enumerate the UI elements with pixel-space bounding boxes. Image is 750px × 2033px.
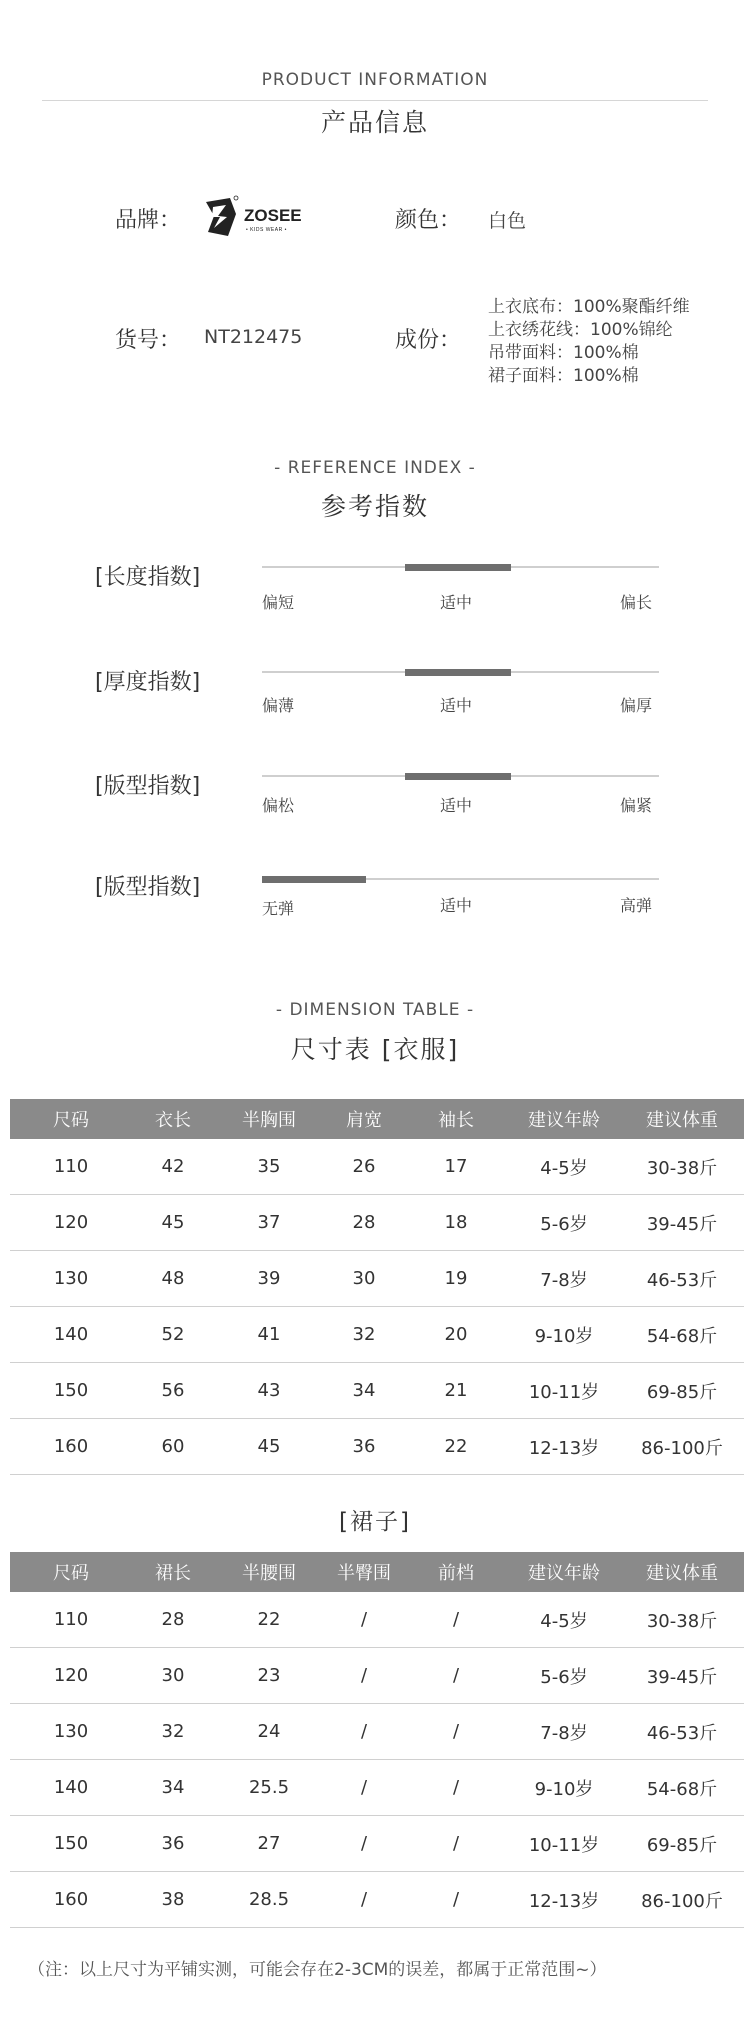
thickness-index-label: [厚度指数] <box>95 670 201 695</box>
brand-label: 品牌： <box>115 208 182 233</box>
table-cell: 28 <box>132 1592 214 1648</box>
zosee-logo-icon <box>200 192 315 242</box>
color-label: 颜色： <box>395 208 462 233</box>
composition-line: 裙子面料：100%棉 <box>488 366 639 386</box>
sku-label: 货号： <box>115 328 182 353</box>
fit-index-left: 偏松 <box>262 796 295 815</box>
composition-line: 上衣绣花线：100%锦纶 <box>488 320 673 340</box>
table-cell: 140 <box>10 1307 132 1363</box>
reference-en-title: - REFERENCE INDEX - <box>274 458 476 478</box>
table-cell: 46-53斤 <box>620 1704 744 1760</box>
table-cell: / <box>404 1872 508 1928</box>
length-index-left: 偏短 <box>262 593 295 612</box>
table-cell: 17 <box>404 1139 508 1195</box>
table-cell: 9-10岁 <box>508 1307 620 1363</box>
table-cell: / <box>324 1816 404 1872</box>
table-cell: / <box>324 1760 404 1816</box>
table-cell: 30 <box>324 1251 404 1307</box>
table-cell: / <box>324 1872 404 1928</box>
header-shoulder: 肩宽 <box>324 1099 404 1139</box>
composition-list <box>488 296 690 388</box>
table-cell: 34 <box>132 1760 214 1816</box>
length-index-mid: 适中 <box>440 593 473 612</box>
product-info-cn-title: 产品信息 <box>320 108 429 137</box>
length-index-right: 偏长 <box>620 593 653 612</box>
table-cell: / <box>324 1648 404 1704</box>
table-cell: 9-10岁 <box>508 1760 620 1816</box>
table-cell: 39-45斤 <box>620 1195 744 1251</box>
table-cell: 22 <box>214 1592 324 1648</box>
dimension-top-title: 尺寸表 [衣服] <box>290 1035 460 1064</box>
table-cell: 86-100斤 <box>620 1872 744 1928</box>
header-size: 尺码 <box>10 1099 132 1139</box>
table-cell: 32 <box>324 1307 404 1363</box>
table-cell: 39 <box>214 1251 324 1307</box>
color-value: 白色 <box>488 210 527 232</box>
fit-index-right: 偏紧 <box>620 796 653 815</box>
header-age: 建议年龄 <box>508 1099 620 1139</box>
elasticity-index-marker <box>262 876 366 883</box>
table-cell: / <box>324 1704 404 1760</box>
table-cell: 30-38斤 <box>620 1592 744 1648</box>
table-cell: 39-45斤 <box>620 1648 744 1704</box>
table-cell: 24 <box>214 1704 324 1760</box>
table-cell: 12-13岁 <box>508 1419 620 1475</box>
table-cell: 30 <box>132 1648 214 1704</box>
composition-line: 吊带面料：100%棉 <box>488 343 639 363</box>
composition-line: 上衣底布：100%聚酯纤维 <box>488 297 690 317</box>
table-cell: 4-5岁 <box>508 1592 620 1648</box>
header-half-waist: 半腰围 <box>214 1552 324 1592</box>
table-cell: 10-11岁 <box>508 1816 620 1872</box>
skirt-size-table <box>10 1552 744 1928</box>
table-cell: 37 <box>214 1195 324 1251</box>
table-cell: 38 <box>132 1872 214 1928</box>
header-half-chest: 半胸围 <box>214 1099 324 1139</box>
product-info-en-title: PRODUCT INFORMATION <box>261 70 489 90</box>
table-cell: 69-85斤 <box>620 1363 744 1419</box>
dimension-en-title: - DIMENSION TABLE - <box>275 1000 475 1020</box>
header-skirt-length: 裙长 <box>132 1552 214 1592</box>
header-half-hip: 半臀围 <box>324 1552 404 1592</box>
table-cell: 54-68斤 <box>620 1307 744 1363</box>
table-cell: 150 <box>10 1816 132 1872</box>
table-cell: 30-38斤 <box>620 1139 744 1195</box>
table-cell: / <box>404 1760 508 1816</box>
table-cell: 27 <box>214 1816 324 1872</box>
elasticity-index-left: 无弹 <box>262 899 295 918</box>
svg-text:• KIDS WEAR •: • KIDS WEAR • <box>246 227 287 233</box>
table-cell: 46-53斤 <box>620 1251 744 1307</box>
table-cell: 69-85斤 <box>620 1816 744 1872</box>
header-weight: 建议体重 <box>620 1552 744 1592</box>
top-size-table <box>10 1099 744 1475</box>
table-cell: 52 <box>132 1307 214 1363</box>
table-cell: 86-100斤 <box>620 1419 744 1475</box>
table-cell: 26 <box>324 1139 404 1195</box>
table-cell: 19 <box>404 1251 508 1307</box>
table-cell: 7-8岁 <box>508 1704 620 1760</box>
section-divider <box>42 100 708 101</box>
table-cell: 41 <box>214 1307 324 1363</box>
table-cell: 110 <box>10 1139 132 1195</box>
table-cell: / <box>404 1704 508 1760</box>
table-cell: / <box>324 1592 404 1648</box>
table-cell: 120 <box>10 1648 132 1704</box>
table-cell: 130 <box>10 1704 132 1760</box>
svg-text:ZOSEE: ZOSEE <box>244 206 302 225</box>
table-cell: 54-68斤 <box>620 1760 744 1816</box>
thickness-index-marker <box>405 669 511 676</box>
reference-cn-title: 参考指数 <box>320 492 429 521</box>
sku-value: NT212475 <box>204 326 303 348</box>
table-cell: 150 <box>10 1363 132 1419</box>
table-cell: 25.5 <box>214 1760 324 1816</box>
skirt-table-title: [裙子] <box>339 1509 411 1535</box>
fit-index-marker <box>405 773 511 780</box>
table-cell: 32 <box>132 1704 214 1760</box>
table-header-row <box>10 1099 744 1139</box>
table-cell: 160 <box>10 1419 132 1475</box>
table-row <box>10 1872 744 1928</box>
table-cell: 160 <box>10 1872 132 1928</box>
table-row <box>10 1195 744 1251</box>
fit-index-label: [版型指数] <box>95 774 201 799</box>
table-cell: 140 <box>10 1760 132 1816</box>
table-cell: 36 <box>132 1816 214 1872</box>
measurement-note: （注：以上尺寸为平铺实测，可能会存在2-3CM的误差，都属于正常范围~） <box>28 1960 607 1980</box>
fit-index-mid: 适中 <box>440 796 473 815</box>
table-row <box>10 1648 744 1704</box>
table-row <box>10 1592 744 1648</box>
header-age: 建议年龄 <box>508 1552 620 1592</box>
thickness-index-left: 偏薄 <box>262 696 295 715</box>
table-cell: 20 <box>404 1307 508 1363</box>
header-size: 尺码 <box>10 1552 132 1592</box>
table-row <box>10 1816 744 1872</box>
header-weight: 建议体重 <box>620 1099 744 1139</box>
table-row <box>10 1251 744 1307</box>
table-cell: 35 <box>214 1139 324 1195</box>
header-sleeve: 袖长 <box>404 1099 508 1139</box>
table-cell: 43 <box>214 1363 324 1419</box>
table-cell: 4-5岁 <box>508 1139 620 1195</box>
elasticity-index-mid: 适中 <box>440 896 473 915</box>
table-cell: 12-13岁 <box>508 1872 620 1928</box>
table-cell: 45 <box>132 1195 214 1251</box>
brand-logo <box>200 192 315 242</box>
table-cell: / <box>404 1592 508 1648</box>
table-cell: 48 <box>132 1251 214 1307</box>
table-cell: 45 <box>214 1419 324 1475</box>
thickness-index-right: 偏厚 <box>620 696 653 715</box>
table-cell: 5-6岁 <box>508 1648 620 1704</box>
table-cell: / <box>404 1648 508 1704</box>
composition-label: 成份： <box>395 328 462 353</box>
elasticity-index-right: 高弹 <box>620 896 653 915</box>
table-cell: 120 <box>10 1195 132 1251</box>
table-row <box>10 1307 744 1363</box>
table-row <box>10 1419 744 1475</box>
table-row <box>10 1139 744 1195</box>
table-cell: 18 <box>404 1195 508 1251</box>
length-index-marker <box>405 564 511 571</box>
table-cell: 22 <box>404 1419 508 1475</box>
table-cell: 110 <box>10 1592 132 1648</box>
table-cell: 28.5 <box>214 1872 324 1928</box>
table-cell: 7-8岁 <box>508 1251 620 1307</box>
table-cell: 5-6岁 <box>508 1195 620 1251</box>
table-cell: / <box>404 1816 508 1872</box>
table-row <box>10 1704 744 1760</box>
table-cell: 56 <box>132 1363 214 1419</box>
table-cell: 21 <box>404 1363 508 1419</box>
table-cell: 10-11岁 <box>508 1363 620 1419</box>
table-cell: 28 <box>324 1195 404 1251</box>
table-cell: 34 <box>324 1363 404 1419</box>
elasticity-index-label: [版型指数] <box>95 875 201 900</box>
header-front-rise: 前档 <box>404 1552 508 1592</box>
length-index-label: [长度指数] <box>95 565 201 590</box>
header-length: 衣长 <box>132 1099 214 1139</box>
table-header-row <box>10 1552 744 1592</box>
table-row <box>10 1363 744 1419</box>
table-cell: 130 <box>10 1251 132 1307</box>
thickness-index-mid: 适中 <box>440 696 473 715</box>
table-cell: 42 <box>132 1139 214 1195</box>
table-cell: 36 <box>324 1419 404 1475</box>
table-row <box>10 1760 744 1816</box>
table-cell: 23 <box>214 1648 324 1704</box>
table-cell: 60 <box>132 1419 214 1475</box>
